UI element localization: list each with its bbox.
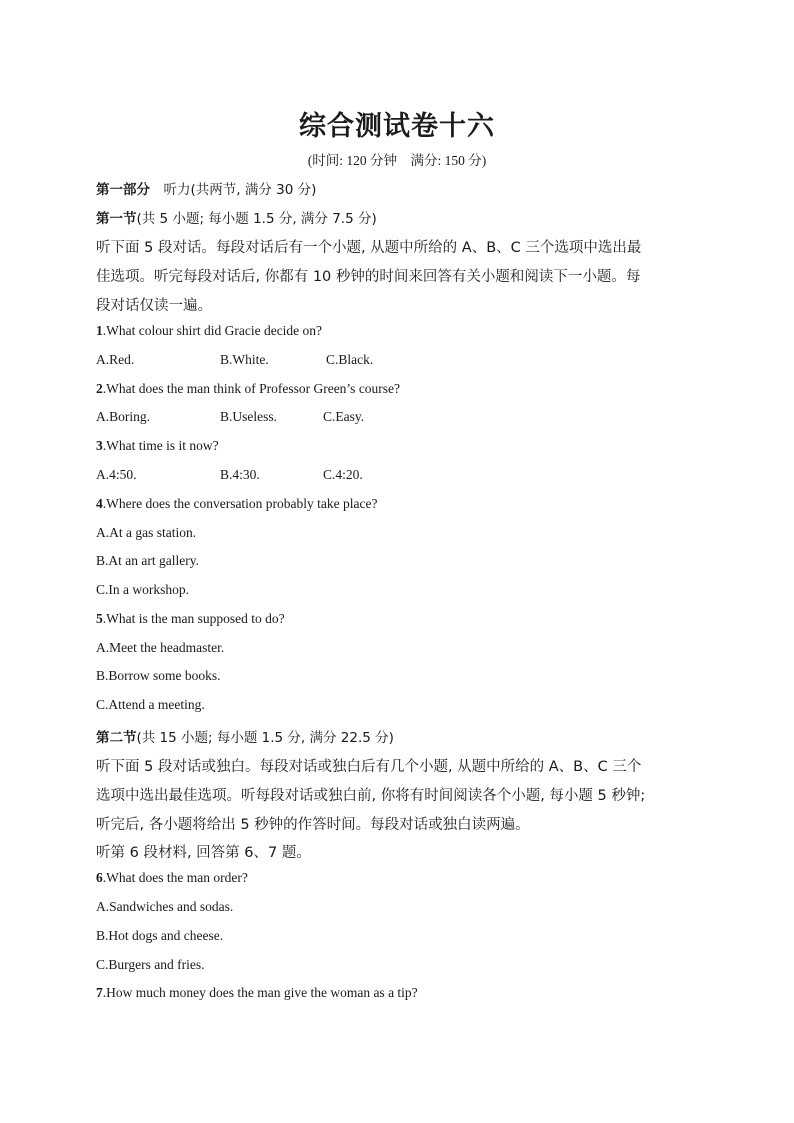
question-text: .What does the man think of Professor Green’s course? — [102, 381, 401, 396]
option-c: C.Attend a meeting. — [96, 697, 205, 712]
section1-description: (共 5 小题; 每小题 1.5 分, 满分 7.5 分) — [136, 211, 377, 227]
question-number: 6 — [96, 870, 103, 885]
question-number: 7 — [96, 985, 103, 1000]
exam-time-score: (时间: 120 分钟 满分: 150 分) — [307, 153, 487, 168]
question-text: .What is the man supposed to do? — [102, 611, 285, 626]
section2-instruction-line: 选项中选出最佳选项。听每段对话或独白前, 你将有时间阅读各个小题, 每小题 5 秒钟; — [96, 788, 646, 804]
question-number: 5 — [96, 611, 103, 626]
page-title: 综合测试卷十六 — [299, 111, 495, 142]
section1-instruction-line: 佳选项。听完每段对话后, 你都有 10 秒钟的时间来回答有关小题和阅读下一小题。每 — [96, 269, 641, 285]
option-c: C.4:20. — [323, 467, 363, 482]
question-number: 3 — [96, 438, 103, 453]
option-a: A.Red. — [96, 352, 135, 367]
section2-heading — [96, 726, 394, 746]
option-b: B.White. — [220, 352, 269, 367]
question-number: 4 — [96, 496, 103, 511]
section2-instruction-line: 听完后, 各小题将给出 5 秒钟的作答时间。每段对话或独白读两遍。 — [96, 817, 530, 833]
material-6-instruction: 听第 6 段材料, 回答第 6、7 题。 — [96, 845, 311, 861]
option-b: B.At an art gallery. — [96, 553, 199, 568]
question-4 — [96, 496, 378, 512]
section1-instruction-line: 听下面 5 段对话。每段对话后有一个小题, 从题中所给的 A、B、C 三个选项中选出最 — [96, 240, 642, 256]
option-b: B.Hot dogs and cheese. — [96, 928, 224, 943]
question-1 — [96, 323, 322, 339]
question-text: .What time is it now? — [102, 438, 219, 453]
option-b: B.Borrow some books. — [96, 668, 221, 683]
section2-description: (共 15 小题; 每小题 1.5 分, 满分 22.5 分) — [136, 730, 394, 746]
question-text: .What does the man order? — [102, 870, 248, 885]
option-a: A.Sandwiches and sodas. — [96, 899, 234, 914]
question-text: .Where does the conversation probably take place? — [102, 496, 378, 511]
option-c: C.Easy. — [323, 409, 365, 424]
option-a: A.4:50. — [96, 467, 137, 482]
section2-label: 第二节 — [96, 730, 137, 746]
question-5 — [96, 611, 285, 627]
part1-label: 第一部分 — [96, 182, 150, 198]
question-3 — [96, 438, 219, 454]
question-number: 1 — [96, 323, 103, 338]
question-2 — [96, 381, 400, 397]
option-b: B.4:30. — [220, 467, 260, 482]
question-text: .How much money does the man give the woman as a tip? — [102, 985, 418, 1000]
question-text: .What colour shirt did Gracie decide on? — [102, 323, 323, 338]
section1-label: 第一节 — [96, 211, 137, 227]
question-6 — [96, 870, 248, 886]
question-7 — [96, 985, 418, 1001]
option-b: B.Useless. — [220, 409, 277, 424]
part1-heading — [96, 178, 316, 198]
option-a: A.Boring. — [96, 409, 150, 424]
option-c: C.Burgers and fries. — [96, 957, 205, 972]
option-a: A.Meet the headmaster. — [96, 640, 225, 655]
part1-description: 听力(共两节, 满分 30 分) — [150, 182, 317, 198]
option-c: C.In a workshop. — [96, 582, 189, 597]
option-a: A.At a gas station. — [96, 525, 197, 540]
option-c: C.Black. — [326, 352, 374, 367]
question-number: 2 — [96, 381, 103, 396]
section1-instruction-line: 段对话仅读一遍。 — [96, 298, 212, 314]
section2-instruction-line: 听下面 5 段对话或独白。每段对话或独白后有几个小题, 从题中所给的 A、B、C 三个 — [96, 759, 642, 775]
section1-heading — [96, 207, 377, 227]
